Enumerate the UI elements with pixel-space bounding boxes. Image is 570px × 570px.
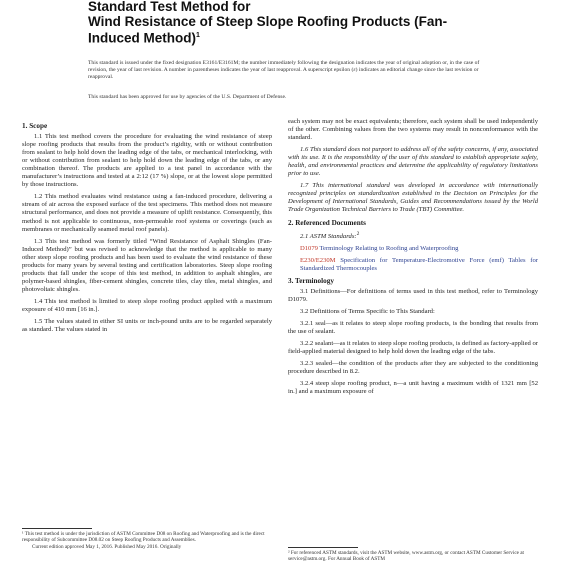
title-line-1: Standard Test Method for (88, 0, 251, 14)
paragraph-3-2-1: 3.2.1 seal—as it relates to steep slope roofing products, is the bonding that results from the use of sealant. (288, 320, 538, 336)
paragraph-3-2-4: 3.2.4 steep slope roofing product, n—a unit having a maximum width of 1321 mm [52 in.] and a maximum exposure of (288, 380, 538, 396)
designation-notice: This standard is issued under the fixed designation E3161/E3161M; the number immediately following the designation indicates the year of original adoption or, in the case of revision, the year of last revision. A number in parentheses indicates the year of last reapproval. A superscript epsilon (ε) indicates an editorial change since the last revision or reapproval. (88, 60, 480, 80)
title-footnote-marker: 1 (196, 32, 200, 39)
paragraph-3-1: 3.1 Definitions—For definitions of terms used in this test method, refer to Terminology D1079. (288, 287, 538, 304)
paragraph-1-7: 1.7 This international standard was developed in accordance with internationally recognized principles on standardization established in the Decision on Principles for the Development of International Standards, Guides and Recommendations issued by the World Trade Organization Technical Barriers to Trade (TBT) Committee. (288, 182, 538, 214)
paragraph-1-6: 1.6 This standard does not purport to address all of the safety concerns, if any, associated with its use. It is the responsibility of the user of this standard to establish appropriate safety, health, and environmental practices and determine the applicability of regulatory limitations prior to use. (288, 146, 538, 178)
paragraph-1-1: 1.1 This test method covers the procedure for evaluating the wind resistance of steep slope roofing products that results from the product’s rigidity, with or without contribution from sealant to help hold down the leading edge of the tabs, or mechanical interlocking, with or without contribution from sealant to help hold down the leading edge of the tabs, or any combination thereof. The products are applied to a test panel in accordance with the manufacturer’s instructions and tested at a 2:12 (17 %) slope, or at the lowest slope permitted by those instructions. (22, 133, 272, 189)
footnote-left (22, 531, 272, 550)
dod-notice: This standard has been approved for use by agencies of the U.S. Department of Defense. (88, 94, 287, 100)
reference-d1079-code[interactable]: D1079 (300, 244, 318, 252)
footnote-rule-right (288, 547, 358, 548)
footnote-rule-left (22, 528, 92, 529)
title-line-2: Wind Resistance of Steep Slope Roofing Products (Fan- (88, 13, 448, 29)
paragraph-3-2-3: 3.2.3 sealed—the condition of the products after they are subjected to the conditioning procedure described in 8.2. (288, 360, 538, 376)
paragraph-1-5-continued: each system may not be exact equivalents; therefore, each system shall be used independently of the other. Combining values from the two systems may result in nonconformance with the standard. (288, 118, 538, 142)
footnote-1: ¹ This test method is under the jurisdiction of ASTM Committee D08 on Roofing and Waterproofing and is the direct responsibility of Subcommittee D08.02 on Steep Roofing Products and Assemblies. (22, 531, 265, 544)
reference-e230-code[interactable]: E230/E230M (300, 256, 336, 264)
paragraph-1-2: 1.2 This method evaluates wind resistance using a fan-induced procedure, delivering a stream of air across the exposed surface of the test specimens. This method does not measure structural performance, and does not provide a measure of uplift resistance. Consequently, this method is not applicable to continuous, non-permeable roof systems or coverings (such as membranes or mechanically seamed metal roof panels). (22, 193, 272, 233)
footnote-right: ² For referenced ASTM standards, visit the ASTM website, www.astm.org, or contact ASTM Customer Service at service@astm.org. For Annual Book of ASTM (288, 550, 524, 563)
right-column (288, 118, 538, 401)
footnote-1-edition: Current edition approved May 1, 2016. Published May 2016. Originally (32, 543, 182, 550)
astm-standards-footnote-marker: 2 (356, 230, 360, 237)
terminology-heading: 3. Terminology (288, 276, 334, 285)
title-line-3: Induced Method)$^1$ (88, 30, 200, 46)
reference-d1079-title[interactable]: Terminology Relating to Roofing and Waterproofing (319, 244, 459, 252)
paragraph-1-3: 1.3 This test method was formerly titled “Wind Resistance of Asphalt Shingles (Fan-Induced Method)” but was revised to acknowledge that the method is applicable to many other steep slope roofing products and has been used to evaluate the wind resistance of these products for many years by several testing and certification laboratories. Steep slope roofing products that fall under the scope of this test method, in addition to asphalt shingles, are polymer-based shingles, fiber-cement shingles, concrete tiles, clay tiles, metal shingles, and photovoltaic shingles. (22, 237, 272, 293)
document-title (88, 0, 508, 46)
paragraph-3-2-2: 3.2.2 sealant—as it relates to steep slope roofing products, is defined as factory-applied or field-applied material designed to help hold down the leading edge of the tabs. (288, 340, 538, 356)
paragraph-1-5: 1.5 The values stated in either SI units or inch-pound units are to be regarded separately as standard. The values stated in (22, 318, 272, 334)
paragraph-1-4: 1.4 This test method is limited to steep slope roofing product applied with a maximum exposure of 410 mm [16 in.]. (22, 297, 272, 313)
left-column (22, 118, 272, 338)
reference-e230-title[interactable]: Specification for Temperature-Electromotive Force (emf) Tables for Standardized Thermocouples (300, 256, 538, 272)
reference-d1079[interactable] (288, 245, 538, 253)
reference-e230[interactable] (288, 257, 538, 273)
paragraph-3-2: 3.2 Definitions of Terms Specific to This Standard: (300, 308, 435, 316)
astm-standards-label: 2.1 ASTM Standards:$^2$ (300, 230, 360, 240)
scope-heading: 1. Scope (22, 122, 48, 130)
referenced-documents-heading: 2. Referenced Documents (288, 218, 366, 227)
